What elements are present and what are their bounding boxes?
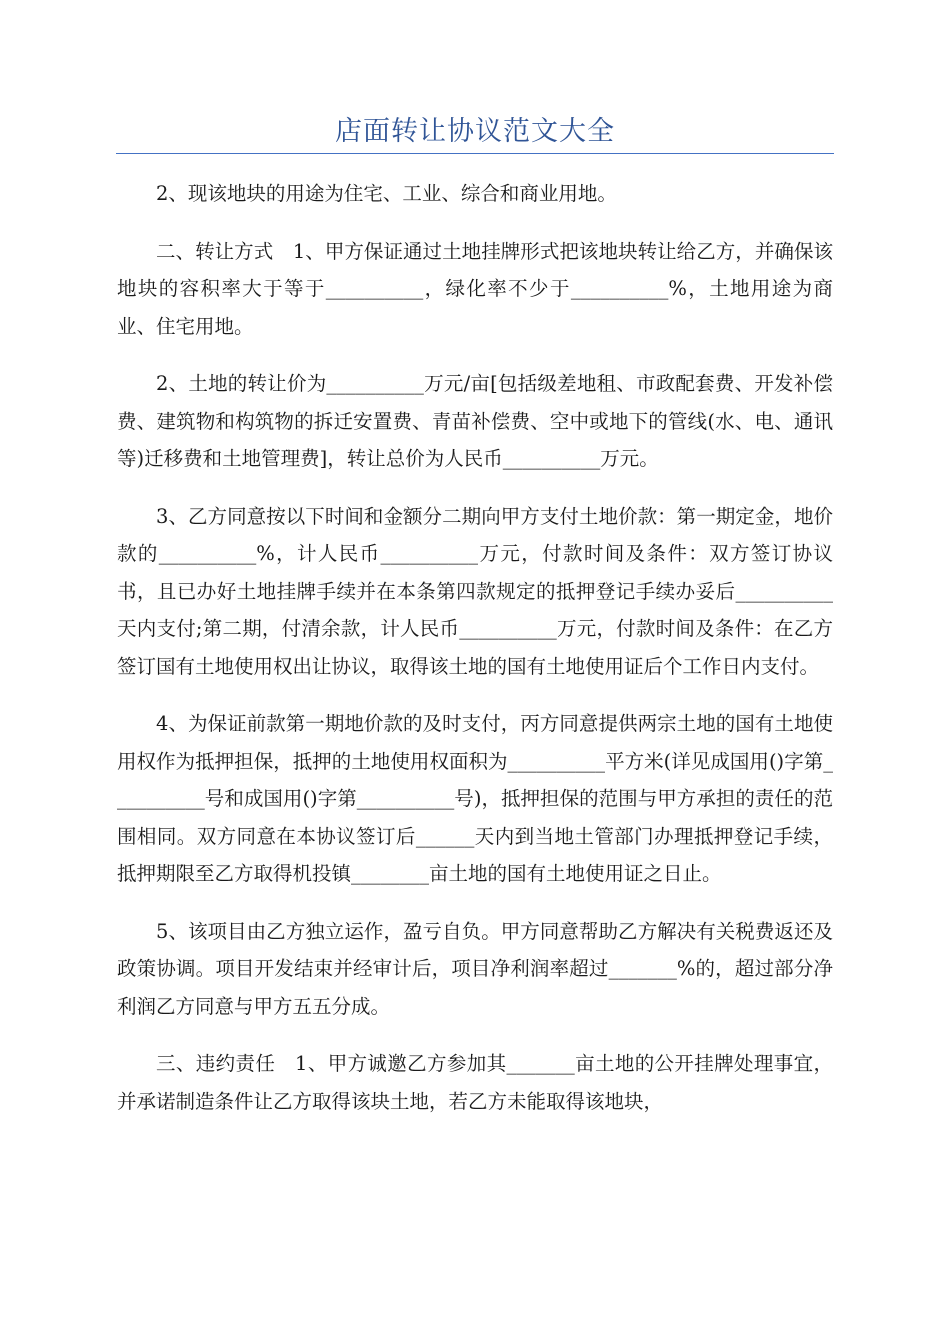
document-title: 店面转让协议范文大全: [335, 116, 615, 147]
paragraph-project-operation: 5、该项目由乙方独立运作，盈亏自负。甲方同意帮助乙方解决有关税费返还及政策协调。项目开发结束并经审计后，项目净利润率超过_______%的，超过部分净利润乙方同意与甲方五五分成。: [117, 919, 833, 1018]
paragraph-land-use: 2、现该地块的用途为住宅、工业、综合和商业用地。: [156, 182, 617, 205]
paragraph-payment-schedule: 3、乙方同意按以下时间和金额分二期向甲方支付土地价款：第一期定金，地价款的__________%，计人民币__________万元，付款时间及条件：双方签订协议书，且已办好土地挂牌手续并在本条第四款规定的抵押登记手续办妥后__________天内支付;第二期，付清余款，计人民币__________万元，付款时间及条件：在乙方签订国有土地使用权出让协议，取得该土地的国有土地使用证后个工作日内支付。: [117, 504, 833, 678]
paragraph-transfer-price: 2、土地的转让价为__________万元/亩[包括级差地租、市政配套费、开发补偿费、建筑物和构筑物的拆迁安置费、青苗补偿费、空中或地下的管线(水、电、通讯等)迁移费和土地管理费]，转让总价为人民币__________万元。: [117, 372, 833, 470]
title-underline: [116, 153, 834, 154]
paragraph-transfer-method: 二、转让方式 1、甲方保证通过土地挂牌形式把该地块转让给乙方，并确保该地块的容积率大于等于__________，绿化率不少于__________%，土地用途为商业、住宅用地。: [117, 239, 833, 338]
document-body: [117, 175, 833, 1140]
paragraph-mortgage-guarantee: 4、为保证前款第一期地价款的及时支付，丙方同意提供两宗土地的国有土地使用权作为抵押担保，抵押的土地使用权面积为__________平方米(详见成国用()字第__________号和成国用()字第__________号)，抵押担保的范围与甲方承担的责任的范围相同。双方同意在本协议签订后______天内到当地土管部门办理抵押登记手续，抵押期限至乙方取得机投镇________亩土地的国有土地使用证之日止。: [117, 712, 833, 885]
paragraph-breach-liability: 三、违约责任 1、甲方诚邀乙方参加其_______亩土地的公开挂牌处理事宜，并承诺制造条件让乙方取得该块土地，若乙方未能取得该地块，: [117, 1052, 833, 1113]
